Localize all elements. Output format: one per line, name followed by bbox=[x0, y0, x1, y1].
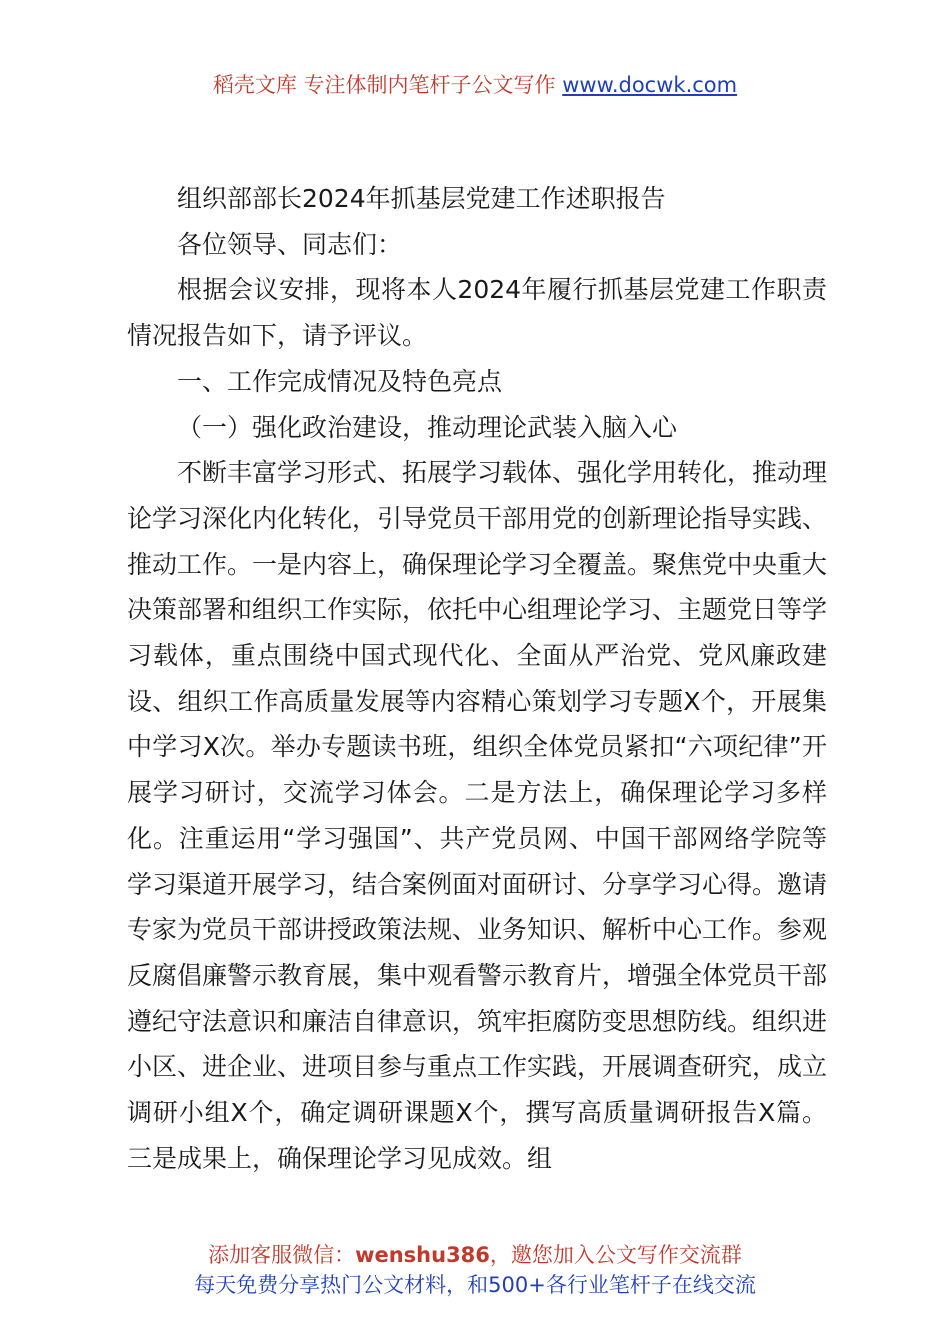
document-body bbox=[127, 176, 827, 1181]
body-paragraph: 不断丰富学习形式、拓展学习载体、强化学用转化，推动理论学习深化内化转化，引导党员干部用党的创新理论指导实践、推动工作。一是内容上，确保理论学习全覆盖。聚焦党中央重大决策部署和组织工作实际，依托中心组理论学习、主题党日等学习载体，重点围绕中国式现代化、全面从严治党、党风廉政建设、组织工作高质量发展等内容精心策划学习专题X个，开展集中学习X次。举办专题读书班，组织全体党员紧扣“六项纪律”开展学习研讨，交流学习体会。二是方法上，确保理论学习多样化。注重运用“学习强国”、共产党员网、中国干部网络学院等学习渠道开展学习，结合案例面对面研讨、分享学习心得。邀请专家为党员干部讲授政策法规、业务知识、解析中心工作。参观反腐倡廉警示教育展，集中观看警示教育片，增强全体党员干部遵纪守法意识和廉洁自律意识，筑牢拒腐防变思想防线。组织进小区、进企业、进项目参与重点工作实践，开展调查研究，成立调研小组X个，确定调研课题X个，撰写高质量调研报告X篇。三是成果上，确保理论学习见成效。组 bbox=[127, 458, 828, 1173]
section-heading: 一、工作完成情况及特色亮点 bbox=[177, 366, 503, 396]
header-brand: 稻壳文库 专注体制内笔杆子公文写作 bbox=[212, 73, 563, 97]
wechat-id: wenshu386 bbox=[355, 1243, 490, 1267]
footer-contact-prefix: 添加客服微信： bbox=[208, 1243, 356, 1267]
footer-contact-line bbox=[0, 1240, 950, 1270]
footer-promo-line: 每天免费分享热门公文材料，和500+各行业笔杆子在线交流 bbox=[194, 1273, 756, 1297]
page-header bbox=[0, 70, 950, 100]
document-title: 组织部部长2024年抓基层党建工作述职报告 bbox=[177, 184, 666, 213]
footer-contact-suffix: ，邀您加入公文写作交流群 bbox=[489, 1243, 742, 1267]
salutation: 各位领导、同志们： bbox=[177, 229, 403, 259]
intro-paragraph: 根据会议安排，现将本人2024年履行抓基层党建工作职责情况报告如下，请予评议。 bbox=[127, 275, 827, 351]
page-footer bbox=[0, 1240, 950, 1300]
subsection-heading: （一）强化政治建设，推动理论武装入脑入心 bbox=[177, 412, 678, 442]
header-url-link[interactable]: www.docwk.com bbox=[562, 73, 738, 97]
